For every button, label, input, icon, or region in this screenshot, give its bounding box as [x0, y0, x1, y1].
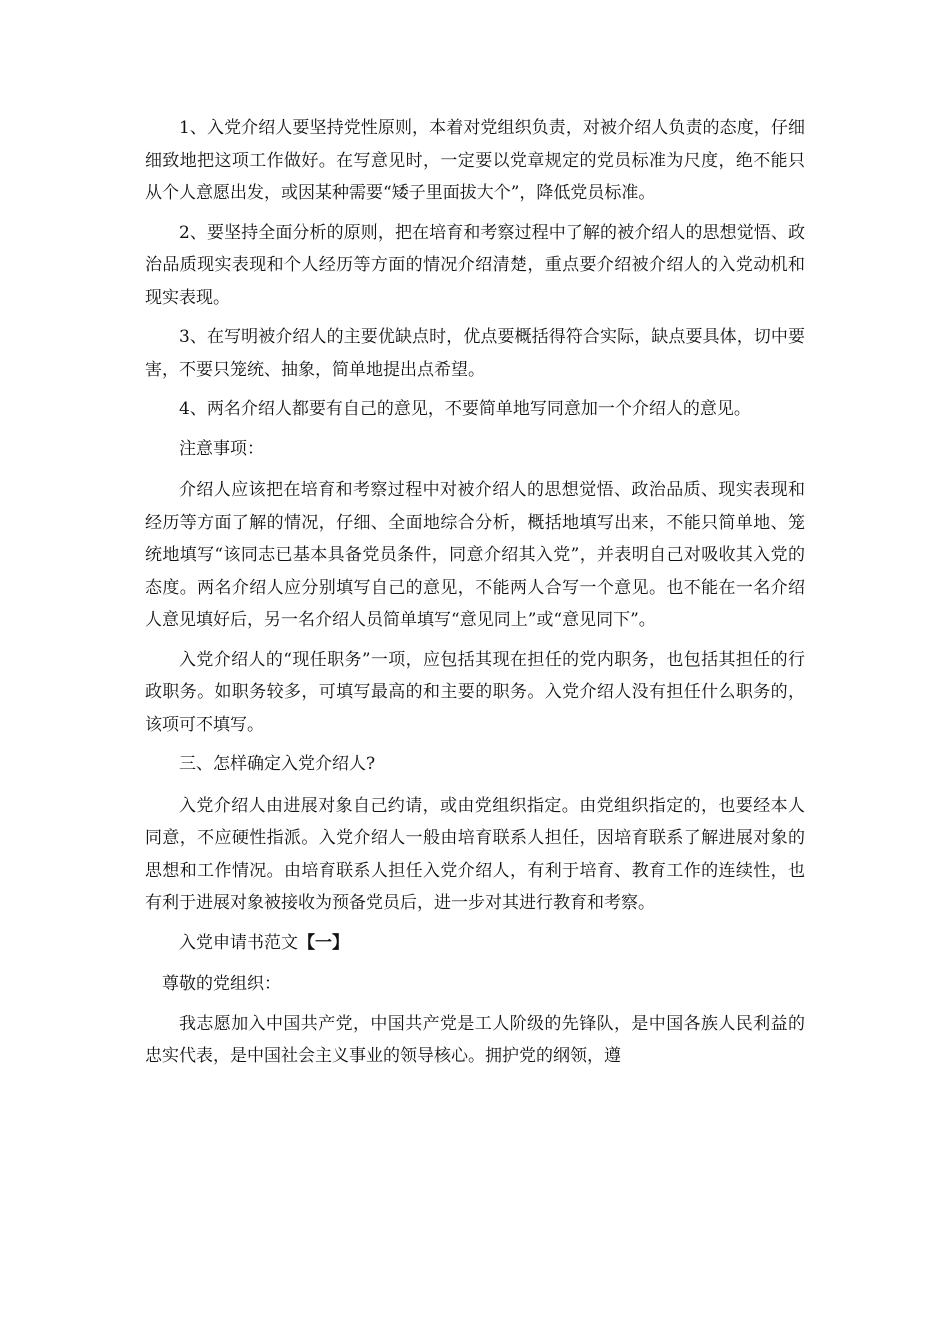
paragraph-point-4: 4、两名介绍人都要有自己的意见，不要简单地写同意加一个介绍人的意见。 — [179, 399, 751, 419]
sample-title — [145, 927, 805, 960]
paragraph-application-body: 我志愿加入中国共产党，中国共产党是工人阶级的先锋队，是中国各族人民利益的忠实代表，是中国社会主义事业的领导核心。拥护党的纲领，遵 — [145, 1013, 805, 1066]
sample-title-bracket: 【一】 — [298, 932, 349, 953]
paragraph-notes: 介绍人应该把在培育和考察过程中对被介绍人的思想觉悟、政治品质、现实表现和经历等方面了解的情况，仔细、全面地综合分析，概括地填写出来，不能只简单地、笼统地填写“该同志已基本具备党员条件，同意介绍其入党”，并表明自己对吸收其入党的态度。两名介绍人应分别填写自己的意见，不能两人合写一个意见。也不能在一名介绍人意见填好后，另一名介绍人员简单填写“意见同上”或“意见同下”。 — [145, 480, 805, 630]
paragraph-point-1: 1、入党介绍人要坚持党性原则，本着对党组织负责，对被介绍人负责的态度，仔细细致地把这项工作做好。在写意见时，一定要以党章规定的党员标准为尺度，绝不能只从个人意愿出发，或因某种需要“矮子里面拔大个”，降低党员标准。 — [145, 118, 805, 203]
sample-title-text: 入党申请书范文 — [179, 932, 298, 953]
paragraph-current-position: 入党介绍人的“现任职务”一项，应包括其现在担任的党内职务，也包括其担任的行政职务。如职务较多，可填写最高的和主要的职务。入党介绍人没有担任什么职务的，该项可不填写。 — [145, 649, 805, 735]
notes-heading: 注意事项： — [179, 438, 264, 459]
document-body — [145, 112, 805, 1080]
paragraph-point-2: 2、要坚持全面分析的原则，把在培育和考察过程中了解的被介绍人的思想觉悟、政治品质现实表现和个人经历等方面的情况介绍清楚，重点要介绍被介绍人的入党动机和现实表现。 — [145, 222, 805, 308]
salutation: 尊敬的党组织： — [162, 974, 281, 994]
paragraph-point-3: 3、在写明被介绍人的主要优缺点时，优点要概括得符合实际，缺点要具体，切中要害，不要只笼统、抽象，简单地提出点希望。 — [145, 327, 805, 380]
section-three-heading: 三、怎样确定入党介绍人? — [179, 754, 376, 774]
paragraph-determine-introducer: 入党介绍人由进展对象自己约请，或由党组织指定。由党组织指定的，也要经本人同意，不应硬性指派。入党介绍人一般由培育联系人担任，因培育联系了解进展对象的思想和工作情况。由培育联系人担任入党介绍人，有利于培育、教育工作的连续性，也有利于进展对象被接收为预备党员后，进一步对其进行教育和考察。 — [145, 795, 805, 913]
